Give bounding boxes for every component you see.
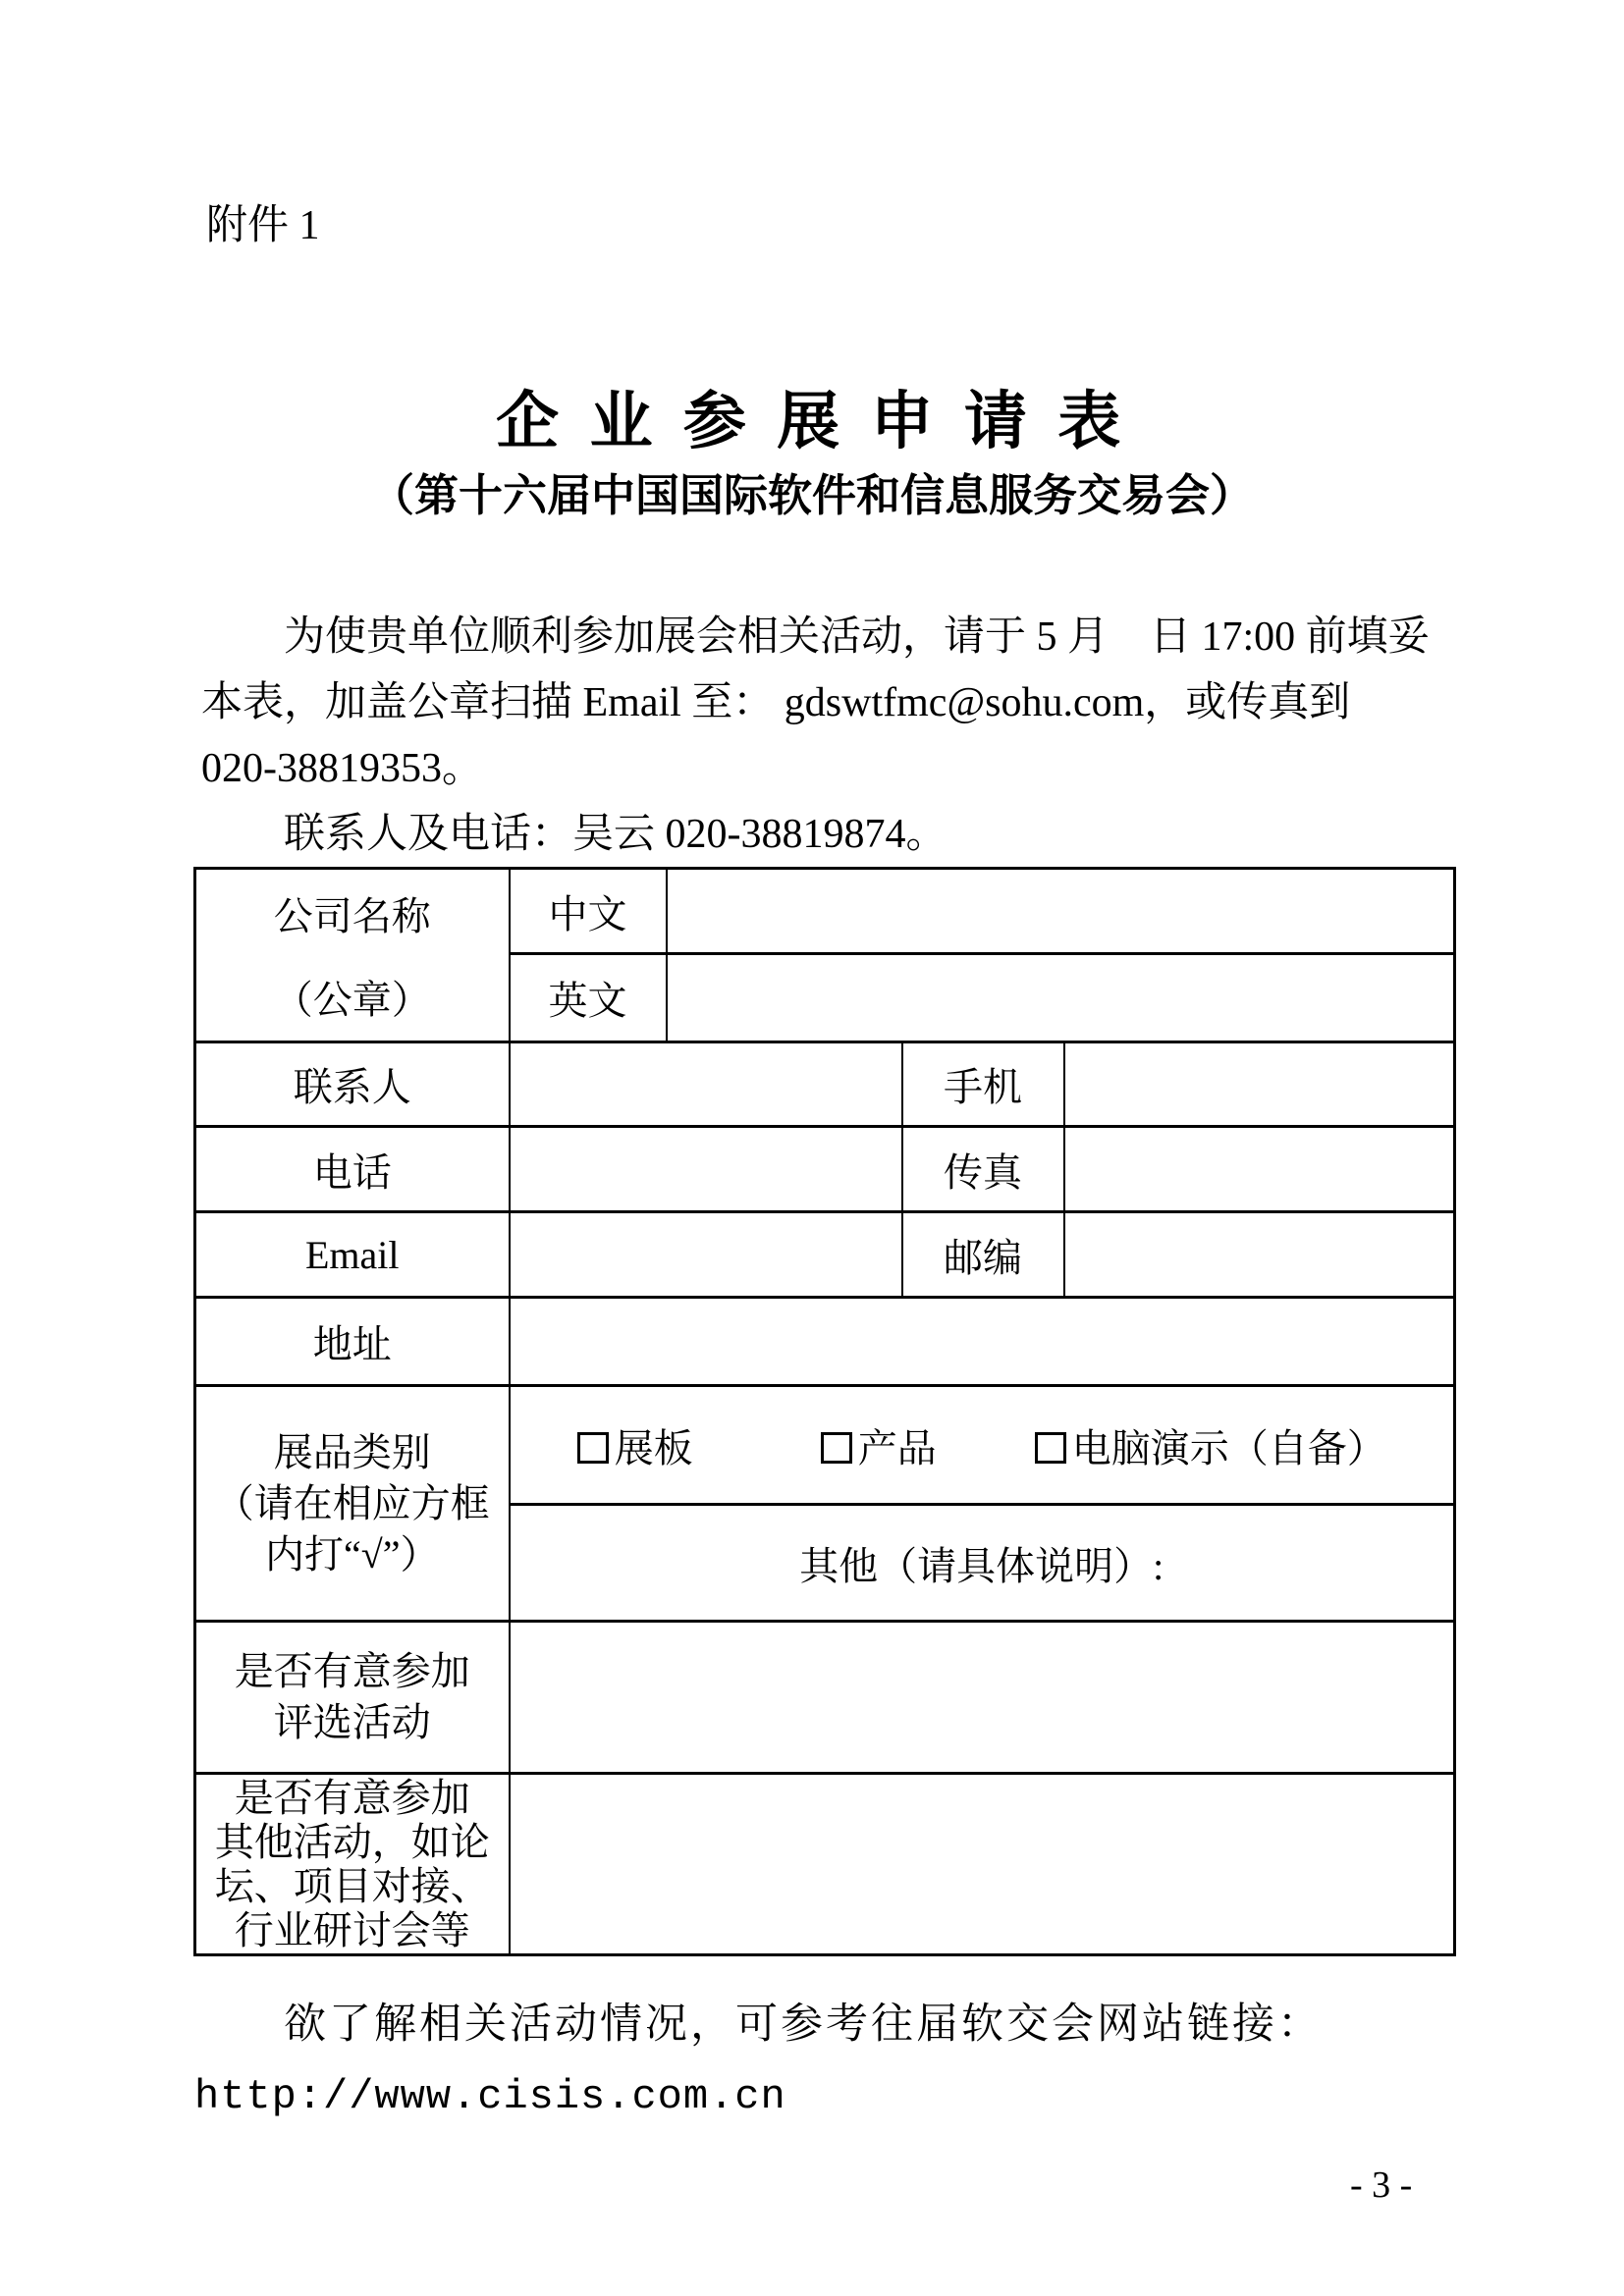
intro-line-2: 本表，加盖公章扫描 Email 至： gdswtfmc@sohu.com，或传真到 [201, 680, 1351, 725]
table-row [195, 1212, 1455, 1298]
other-activity-label-cell [195, 1774, 510, 1955]
intro-line-4: 联系人及电话：吴云 020-38819874。 [284, 812, 947, 857]
exhibit-category-label-cell [195, 1386, 510, 1622]
exhibit-category-label-line1: 展品类别 [273, 1429, 431, 1474]
checkbox-label: 电脑演示（自备） [1071, 1425, 1386, 1470]
other-activity-label-line2: 其他活动，如论 [214, 1820, 490, 1864]
checkbox-icon[interactable] [1035, 1432, 1066, 1464]
fax-input[interactable] [1064, 1127, 1455, 1212]
checkbox-item-product [821, 1417, 937, 1473]
mobile-label: 手机 [902, 1042, 1064, 1127]
selection-activity-label-cell [195, 1622, 510, 1774]
checkbox-item-panel [577, 1417, 693, 1473]
chinese-name-input[interactable] [667, 869, 1455, 954]
checkbox-item-computer-demo [1035, 1417, 1386, 1473]
email-input[interactable] [510, 1212, 902, 1298]
selection-activity-label-line2: 评选活动 [273, 1700, 431, 1744]
checkbox-label: 产品 [857, 1425, 937, 1470]
email-label: Email [195, 1212, 510, 1298]
checkbox-label: 展板 [614, 1425, 693, 1470]
company-name-label-cell [195, 869, 510, 1042]
footer-website-link: http://www.cisis.com.cn [194, 2073, 786, 2120]
exhibit-category-label-line2: （请在相应方框 [214, 1480, 490, 1525]
other-activity-label-line4: 行业研讨会等 [234, 1908, 470, 1952]
contact-person-label: 联系人 [195, 1042, 510, 1127]
selection-activity-label-line1: 是否有意参加 [234, 1649, 470, 1693]
exhibit-category-label-line3: 内打“√”） [265, 1531, 440, 1576]
postcode-input[interactable] [1064, 1212, 1455, 1298]
english-name-input[interactable] [667, 954, 1455, 1042]
chinese-name-label: 中文 [510, 869, 667, 954]
table-row [195, 1298, 1455, 1386]
phone-input[interactable] [510, 1127, 902, 1212]
exhibit-checkbox-row [510, 1386, 1455, 1505]
fax-label: 传真 [902, 1127, 1064, 1212]
page-title: 企 业 参 展 申 请 表 [496, 387, 1128, 456]
exhibit-other-cell[interactable] [510, 1505, 1455, 1622]
other-activity-input[interactable] [510, 1774, 1455, 1955]
company-seal-label: （公章） [273, 978, 431, 1022]
intro-paragraph [201, 605, 1463, 868]
page-subtitle: （第十六届中国国际软件和信息服务交易会） [369, 471, 1254, 520]
postcode-label: 邮编 [902, 1212, 1064, 1298]
footer-note-line1: 欲了解相关活动情况，可参考往届软交会网站链接： [284, 2002, 1323, 2048]
page-number: - 3 - [1350, 2164, 1413, 2206]
intro-line-1: 为使贵单位顺利参加展会相关活动，请于 5 月 日 17:00 前填妥 [284, 614, 1430, 660]
other-activity-label-line3: 坛、项目对接、 [214, 1864, 490, 1908]
table-row [195, 1042, 1455, 1127]
checkbox-icon[interactable] [577, 1432, 609, 1464]
phone-label: 电话 [195, 1127, 510, 1212]
attachment-label: 附件 1 [206, 203, 320, 248]
selection-activity-input[interactable] [510, 1622, 1455, 1774]
intro-line-3: 020-38819353。 [201, 746, 483, 791]
checkbox-icon[interactable] [821, 1432, 852, 1464]
english-name-label: 英文 [510, 954, 667, 1042]
other-activity-label-line1: 是否有意参加 [234, 1776, 470, 1820]
address-label: 地址 [195, 1298, 510, 1386]
table-row [195, 1127, 1455, 1212]
application-form-table [193, 867, 1456, 1956]
mobile-input[interactable] [1064, 1042, 1455, 1127]
company-name-label: 公司名称 [273, 894, 431, 938]
exhibit-other-label: 其他（请具体说明）: [799, 1543, 1164, 1588]
address-input[interactable] [510, 1298, 1455, 1386]
contact-person-input[interactable] [510, 1042, 902, 1127]
